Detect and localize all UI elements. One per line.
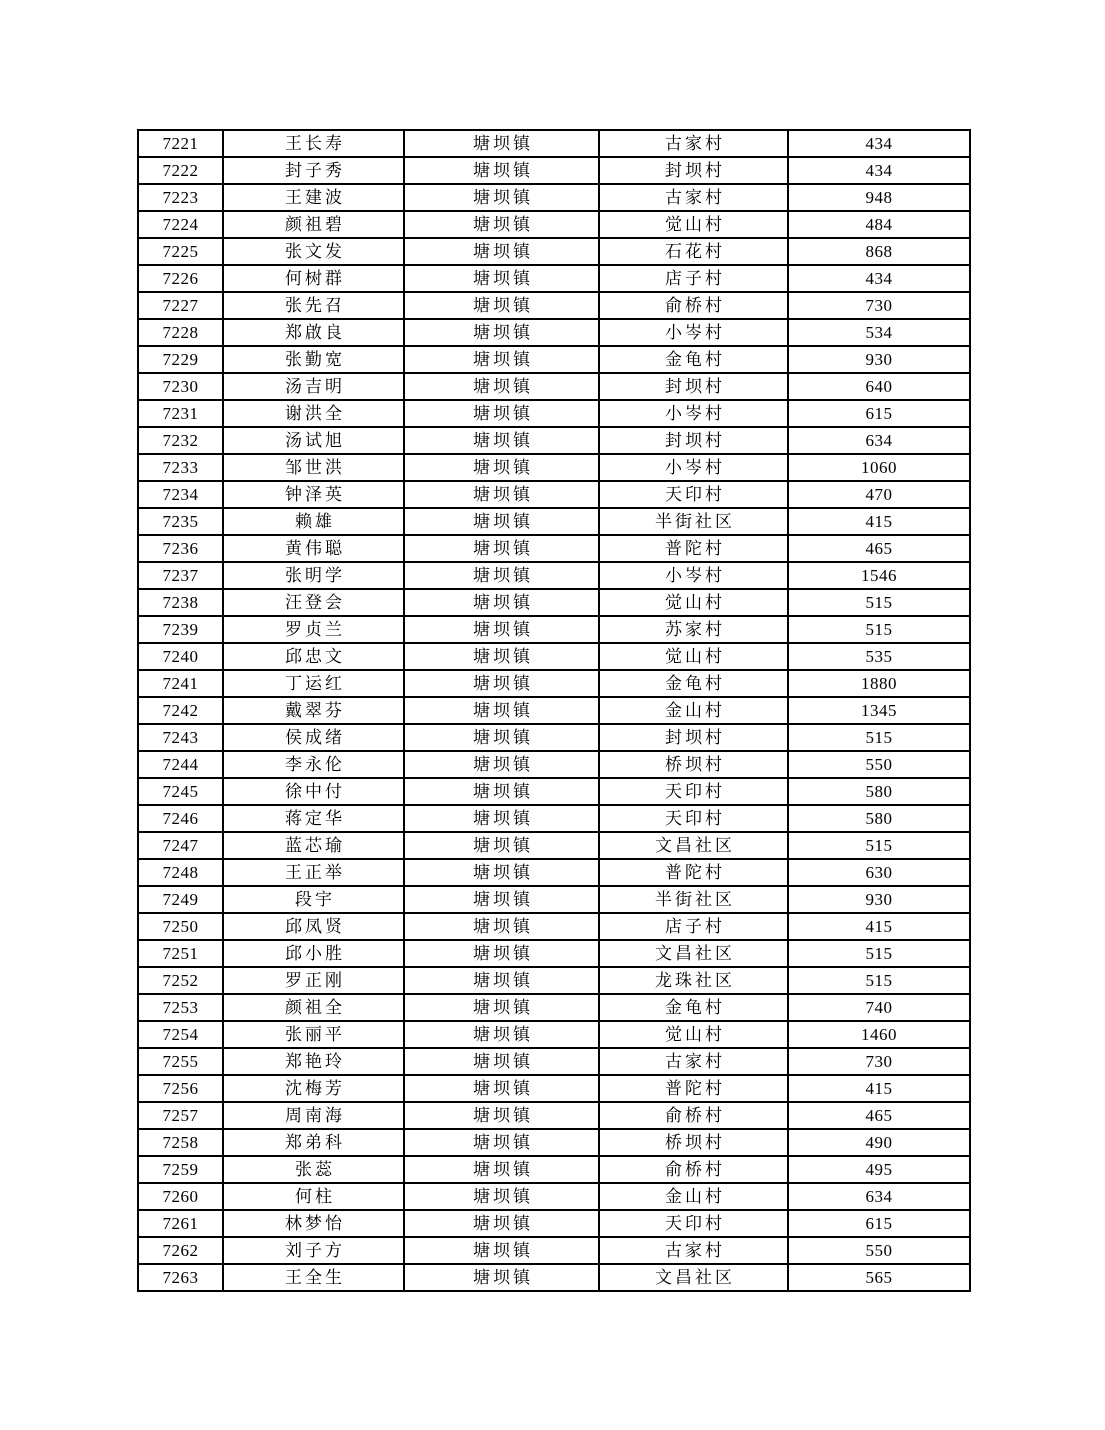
cell-amount: 550 [788,1237,970,1264]
cell-town: 塘坝镇 [404,1075,599,1102]
cell-person-name: 罗正刚 [223,967,404,994]
cell-amount: 550 [788,751,970,778]
records-table [137,129,971,1292]
table-row [138,184,970,211]
cell-town: 塘坝镇 [404,1048,599,1075]
cell-person-name: 蓝芯瑜 [223,832,404,859]
cell-amount: 415 [788,913,970,940]
table-row [138,724,970,751]
cell-record-id: 7239 [138,616,223,643]
cell-town: 塘坝镇 [404,913,599,940]
table-row [138,913,970,940]
cell-record-id: 7237 [138,562,223,589]
cell-amount: 730 [788,292,970,319]
cell-town: 塘坝镇 [404,373,599,400]
cell-person-name: 郑弟科 [223,1129,404,1156]
cell-amount: 490 [788,1129,970,1156]
cell-person-name: 黄伟聪 [223,535,404,562]
table-row [138,940,970,967]
cell-record-id: 7247 [138,832,223,859]
cell-amount: 495 [788,1156,970,1183]
cell-record-id: 7252 [138,967,223,994]
cell-record-id: 7257 [138,1102,223,1129]
cell-amount: 740 [788,994,970,1021]
cell-village: 普陀村 [599,1075,788,1102]
cell-amount: 515 [788,940,970,967]
cell-amount: 515 [788,967,970,994]
cell-person-name: 赖雄 [223,508,404,535]
cell-town: 塘坝镇 [404,751,599,778]
cell-town: 塘坝镇 [404,859,599,886]
cell-village: 金龟村 [599,670,788,697]
cell-village: 普陀村 [599,535,788,562]
table-row [138,130,970,157]
table-row [138,670,970,697]
table-row [138,805,970,832]
cell-town: 塘坝镇 [404,346,599,373]
cell-town: 塘坝镇 [404,535,599,562]
cell-record-id: 7229 [138,346,223,373]
cell-record-id: 7231 [138,400,223,427]
cell-village: 金山村 [599,697,788,724]
cell-village: 俞桥村 [599,292,788,319]
cell-person-name: 林梦怡 [223,1210,404,1237]
cell-person-name: 蒋定华 [223,805,404,832]
cell-record-id: 7230 [138,373,223,400]
cell-person-name: 王建波 [223,184,404,211]
cell-village: 古家村 [599,130,788,157]
table-row [138,265,970,292]
cell-town: 塘坝镇 [404,589,599,616]
cell-record-id: 7244 [138,751,223,778]
cell-person-name: 封子秀 [223,157,404,184]
cell-village: 天印村 [599,778,788,805]
cell-person-name: 王正举 [223,859,404,886]
cell-amount: 1060 [788,454,970,481]
table-row [138,238,970,265]
cell-village: 小岑村 [599,400,788,427]
cell-record-id: 7251 [138,940,223,967]
cell-record-id: 7254 [138,1021,223,1048]
cell-village: 封坝村 [599,427,788,454]
table-row [138,211,970,238]
cell-village: 封坝村 [599,724,788,751]
cell-person-name: 张文发 [223,238,404,265]
cell-person-name: 刘子方 [223,1237,404,1264]
table-row [138,1102,970,1129]
cell-village: 小岑村 [599,562,788,589]
table-row [138,1048,970,1075]
cell-person-name: 邱忠文 [223,643,404,670]
cell-amount: 470 [788,481,970,508]
cell-person-name: 汤试旭 [223,427,404,454]
cell-amount: 515 [788,724,970,751]
cell-record-id: 7246 [138,805,223,832]
cell-person-name: 汤吉明 [223,373,404,400]
cell-town: 塘坝镇 [404,481,599,508]
cell-town: 塘坝镇 [404,967,599,994]
cell-record-id: 7260 [138,1183,223,1210]
cell-record-id: 7253 [138,994,223,1021]
cell-record-id: 7263 [138,1264,223,1291]
table-row [138,346,970,373]
cell-person-name: 周南海 [223,1102,404,1129]
cell-record-id: 7250 [138,913,223,940]
table-row [138,589,970,616]
cell-person-name: 谢洪全 [223,400,404,427]
cell-record-id: 7255 [138,1048,223,1075]
cell-amount: 930 [788,346,970,373]
cell-record-id: 7240 [138,643,223,670]
cell-record-id: 7235 [138,508,223,535]
table-row [138,481,970,508]
cell-town: 塘坝镇 [404,427,599,454]
cell-person-name: 张先召 [223,292,404,319]
cell-record-id: 7227 [138,292,223,319]
table-row [138,994,970,1021]
cell-person-name: 汪登会 [223,589,404,616]
cell-amount: 930 [788,886,970,913]
cell-record-id: 7261 [138,1210,223,1237]
cell-person-name: 何树群 [223,265,404,292]
cell-person-name: 张明学 [223,562,404,589]
cell-town: 塘坝镇 [404,1264,599,1291]
cell-amount: 634 [788,427,970,454]
table-row [138,1264,970,1291]
table-row [138,1156,970,1183]
cell-record-id: 7221 [138,130,223,157]
cell-person-name: 张丽平 [223,1021,404,1048]
cell-village: 俞桥村 [599,1102,788,1129]
cell-town: 塘坝镇 [404,724,599,751]
cell-record-id: 7236 [138,535,223,562]
table-row [138,643,970,670]
cell-person-name: 邹世洪 [223,454,404,481]
cell-record-id: 7262 [138,1237,223,1264]
cell-record-id: 7226 [138,265,223,292]
cell-person-name: 颜祖全 [223,994,404,1021]
cell-village: 店子村 [599,265,788,292]
cell-amount: 580 [788,778,970,805]
cell-amount: 1546 [788,562,970,589]
cell-amount: 640 [788,373,970,400]
table-row [138,832,970,859]
cell-record-id: 7222 [138,157,223,184]
cell-village: 天印村 [599,481,788,508]
records-table-body [138,130,970,1291]
cell-record-id: 7232 [138,427,223,454]
cell-village: 觉山村 [599,1021,788,1048]
cell-amount: 515 [788,589,970,616]
table-row [138,157,970,184]
cell-village: 龙珠社区 [599,967,788,994]
cell-person-name: 李永伦 [223,751,404,778]
table-row [138,1075,970,1102]
table-row [138,535,970,562]
cell-village: 小岑村 [599,454,788,481]
cell-village: 店子村 [599,913,788,940]
cell-town: 塘坝镇 [404,670,599,697]
cell-record-id: 7259 [138,1156,223,1183]
cell-village: 觉山村 [599,211,788,238]
cell-town: 塘坝镇 [404,157,599,184]
cell-record-id: 7241 [138,670,223,697]
cell-town: 塘坝镇 [404,994,599,1021]
cell-village: 石花村 [599,238,788,265]
cell-person-name: 邱小胜 [223,940,404,967]
table-row [138,373,970,400]
cell-town: 塘坝镇 [404,1102,599,1129]
cell-amount: 1460 [788,1021,970,1048]
cell-amount: 580 [788,805,970,832]
cell-person-name: 颜祖碧 [223,211,404,238]
cell-person-name: 侯成绪 [223,724,404,751]
cell-village: 封坝村 [599,157,788,184]
cell-amount: 565 [788,1264,970,1291]
cell-village: 封坝村 [599,373,788,400]
cell-village: 古家村 [599,184,788,211]
cell-town: 塘坝镇 [404,1021,599,1048]
cell-village: 古家村 [599,1048,788,1075]
table-row [138,616,970,643]
table-row [138,778,970,805]
cell-village: 苏家村 [599,616,788,643]
cell-person-name: 张蕊 [223,1156,404,1183]
cell-town: 塘坝镇 [404,1129,599,1156]
table-row [138,859,970,886]
cell-town: 塘坝镇 [404,184,599,211]
cell-town: 塘坝镇 [404,778,599,805]
cell-village: 桥坝村 [599,1129,788,1156]
cell-amount: 515 [788,832,970,859]
table-row [138,751,970,778]
cell-record-id: 7248 [138,859,223,886]
cell-record-id: 7233 [138,454,223,481]
cell-village: 小岑村 [599,319,788,346]
cell-town: 塘坝镇 [404,454,599,481]
cell-amount: 534 [788,319,970,346]
cell-amount: 730 [788,1048,970,1075]
cell-town: 塘坝镇 [404,130,599,157]
cell-village: 文昌社区 [599,832,788,859]
cell-record-id: 7228 [138,319,223,346]
cell-person-name: 钟泽英 [223,481,404,508]
cell-person-name: 段宇 [223,886,404,913]
cell-amount: 434 [788,130,970,157]
cell-person-name: 沈梅芳 [223,1075,404,1102]
cell-amount: 1880 [788,670,970,697]
table-row [138,967,970,994]
cell-town: 塘坝镇 [404,1210,599,1237]
cell-person-name: 郑艳玲 [223,1048,404,1075]
cell-amount: 634 [788,1183,970,1210]
table-row [138,1210,970,1237]
cell-town: 塘坝镇 [404,211,599,238]
table-row [138,1129,970,1156]
cell-village: 金山村 [599,1183,788,1210]
cell-town: 塘坝镇 [404,265,599,292]
cell-amount: 465 [788,1102,970,1129]
cell-amount: 630 [788,859,970,886]
table-row [138,886,970,913]
cell-village: 俞桥村 [599,1156,788,1183]
cell-person-name: 王长寿 [223,130,404,157]
table-row [138,292,970,319]
cell-town: 塘坝镇 [404,1183,599,1210]
cell-person-name: 邱凤贤 [223,913,404,940]
cell-amount: 434 [788,157,970,184]
cell-village: 半街社区 [599,508,788,535]
table-row [138,1237,970,1264]
cell-town: 塘坝镇 [404,319,599,346]
cell-person-name: 罗贞兰 [223,616,404,643]
table-row [138,454,970,481]
cell-record-id: 7243 [138,724,223,751]
cell-record-id: 7224 [138,211,223,238]
cell-town: 塘坝镇 [404,292,599,319]
cell-town: 塘坝镇 [404,1156,599,1183]
cell-amount: 515 [788,616,970,643]
cell-village: 天印村 [599,1210,788,1237]
table-row [138,1021,970,1048]
table-row [138,697,970,724]
cell-amount: 415 [788,1075,970,1102]
cell-town: 塘坝镇 [404,643,599,670]
cell-record-id: 7242 [138,697,223,724]
cell-amount: 948 [788,184,970,211]
cell-amount: 484 [788,211,970,238]
cell-amount: 465 [788,535,970,562]
table-row [138,319,970,346]
cell-town: 塘坝镇 [404,940,599,967]
cell-record-id: 7238 [138,589,223,616]
cell-person-name: 王全生 [223,1264,404,1291]
cell-record-id: 7234 [138,481,223,508]
cell-village: 文昌社区 [599,940,788,967]
cell-record-id: 7249 [138,886,223,913]
cell-town: 塘坝镇 [404,238,599,265]
cell-amount: 535 [788,643,970,670]
cell-town: 塘坝镇 [404,886,599,913]
cell-town: 塘坝镇 [404,697,599,724]
cell-record-id: 7245 [138,778,223,805]
cell-town: 塘坝镇 [404,1237,599,1264]
cell-amount: 615 [788,400,970,427]
cell-village: 文昌社区 [599,1264,788,1291]
cell-person-name: 戴翠芬 [223,697,404,724]
cell-person-name: 张勤宽 [223,346,404,373]
cell-town: 塘坝镇 [404,562,599,589]
cell-record-id: 7258 [138,1129,223,1156]
cell-amount: 415 [788,508,970,535]
table-row [138,400,970,427]
cell-record-id: 7225 [138,238,223,265]
cell-record-id: 7223 [138,184,223,211]
cell-amount: 1345 [788,697,970,724]
cell-amount: 615 [788,1210,970,1237]
table-row [138,427,970,454]
table-row [138,508,970,535]
cell-village: 古家村 [599,1237,788,1264]
cell-town: 塘坝镇 [404,805,599,832]
cell-village: 桥坝村 [599,751,788,778]
cell-town: 塘坝镇 [404,508,599,535]
cell-town: 塘坝镇 [404,832,599,859]
cell-record-id: 7256 [138,1075,223,1102]
cell-person-name: 郑啟良 [223,319,404,346]
cell-person-name: 何柱 [223,1183,404,1210]
cell-town: 塘坝镇 [404,400,599,427]
cell-village: 天印村 [599,805,788,832]
cell-village: 金龟村 [599,994,788,1021]
cell-village: 半街社区 [599,886,788,913]
cell-village: 觉山村 [599,589,788,616]
cell-person-name: 丁运红 [223,670,404,697]
table-row [138,562,970,589]
cell-village: 普陀村 [599,859,788,886]
cell-village: 觉山村 [599,643,788,670]
table-row [138,1183,970,1210]
cell-amount: 868 [788,238,970,265]
cell-amount: 434 [788,265,970,292]
cell-town: 塘坝镇 [404,616,599,643]
cell-village: 金龟村 [599,346,788,373]
cell-person-name: 徐中付 [223,778,404,805]
